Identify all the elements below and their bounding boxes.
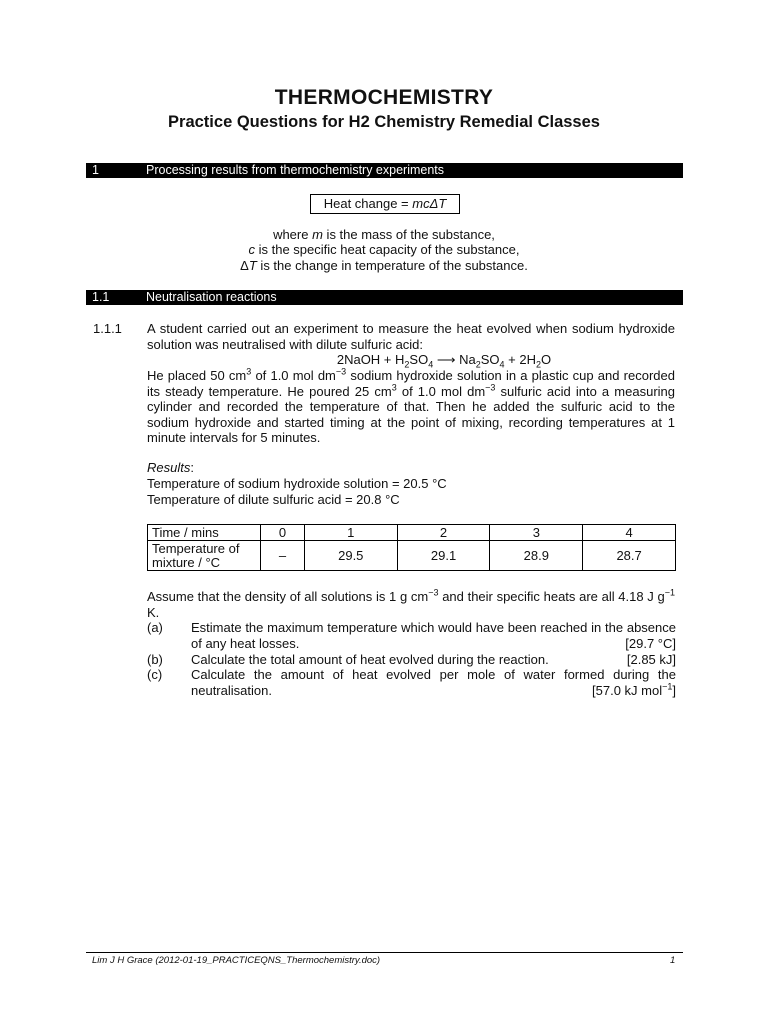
section-1-number: 1 (92, 163, 99, 177)
time-cell: 3 (490, 525, 583, 541)
table-row (148, 525, 676, 541)
section-1-1-title: Neutralisation reactions (146, 290, 277, 304)
delta-symbol: Δ (240, 258, 249, 273)
footer-filename: Lim J H Grace (2012-01-19_PRACTICEQNS_Thermochemistry.doc) (92, 955, 381, 966)
temperature-cell: 29.5 (304, 541, 397, 571)
temperature-cell: 29.1 (397, 541, 490, 571)
footer-divider (86, 952, 683, 953)
assumption-text: Assume that the density of all solutions is 1 g $cm^{-3}$ and their specific heats are all 4.18 J $g^{-1}$ K. (147, 587, 676, 620)
section-1-title: Processing results from thermochemistry experiments (146, 163, 445, 177)
c-definition: is the specific heat capacity of the substance, (255, 242, 520, 257)
temperature-header: Temperature of mixture / °C (148, 541, 261, 571)
chemical-equation: 2NaOH + $H_2SO_4$ ⟶ $Na_2SO_4 + 2H_2O$ (336, 352, 552, 370)
time-cell: 4 (583, 525, 676, 541)
definition-c (0, 242, 768, 257)
temperature-cell: 28.7 (583, 541, 676, 571)
part-b-answer: [2.85 kJ] (626, 652, 676, 667)
temperature-table (147, 524, 676, 571)
temperature-cell: 28.9 (490, 541, 583, 571)
part-c-label: (c) (147, 667, 163, 682)
heat-change-formula (310, 194, 460, 214)
result-acid-temperature: Temperature of dilute sulfuric acid = 20.8 °C (147, 492, 400, 507)
temperature-cell: – (261, 541, 305, 571)
time-cell: 0 (261, 525, 305, 541)
part-c-text: Calculate the amount of heat evolved per mole of water formed during the neutralisation. (191, 667, 676, 698)
time-cell: 1 (304, 525, 397, 541)
where-word: where (273, 227, 313, 242)
definition-t (0, 258, 768, 273)
section-1-heading (86, 163, 683, 178)
section-1-1-heading (86, 290, 683, 305)
formula-vars: mcΔT (412, 196, 447, 211)
m-definition: is the mass of the substance, (322, 227, 495, 242)
part-c-answer: [57.0 kJ mol$^{-1}$] (592, 681, 676, 698)
results-heading: Results: (147, 460, 194, 475)
var-t: T (248, 258, 257, 273)
t-definition: is the change in temperature of the substance. (256, 258, 528, 273)
part-a-answer: [29.7 °C] (625, 636, 676, 651)
formula-prefix: Heat change = (323, 196, 413, 211)
page-title: THERMOCHEMISTRY (274, 86, 494, 109)
part-a-text: Estimate the maximum temperature which would have been reached in the absence of any heat losses. (191, 620, 676, 651)
experiment-description: He placed 50 $cm^3$ of 1.0 mol $dm^{-3}$ sodium hydroxide solution in a plastic cup and recorded its steady temperature. He poured 25 $cm^3$ of 1.0 mol $dm^{-3}$ sulfuric acid into a measuring cylinder and recorded the temperature of that. Then he added the sulfuric acid to the sodium hydroxide and started timing at the point of mixing, recording temperatures at 1 minute intervals for 5 minutes. (147, 366, 675, 446)
time-header: Time / mins (148, 525, 261, 541)
question-number: 1.1.1 (93, 321, 122, 336)
question-intro: A student carried out an experiment to measure the heat evolved when sodium hydroxide solution was neutralised with dilute sulfuric acid: (147, 321, 675, 352)
table-row (148, 541, 676, 571)
var-m: m (312, 227, 323, 242)
page-subtitle: Practice Questions for H2 Chemistry Remedial Classes (168, 113, 600, 131)
var-c: c (248, 242, 255, 257)
result-naoh-temperature: Temperature of sodium hydroxide solution = 20.5 °C (147, 476, 447, 491)
part-b-label: (b) (147, 652, 163, 667)
definition-m (0, 227, 768, 242)
part-b-text: Calculate the total amount of heat evolved during the reaction. (191, 652, 549, 667)
page-number: 1 (670, 955, 676, 966)
time-cell: 2 (397, 525, 490, 541)
part-a-label: (a) (147, 620, 163, 635)
results-label: Results (147, 460, 191, 475)
section-1-1-number: 1.1 (92, 290, 110, 304)
